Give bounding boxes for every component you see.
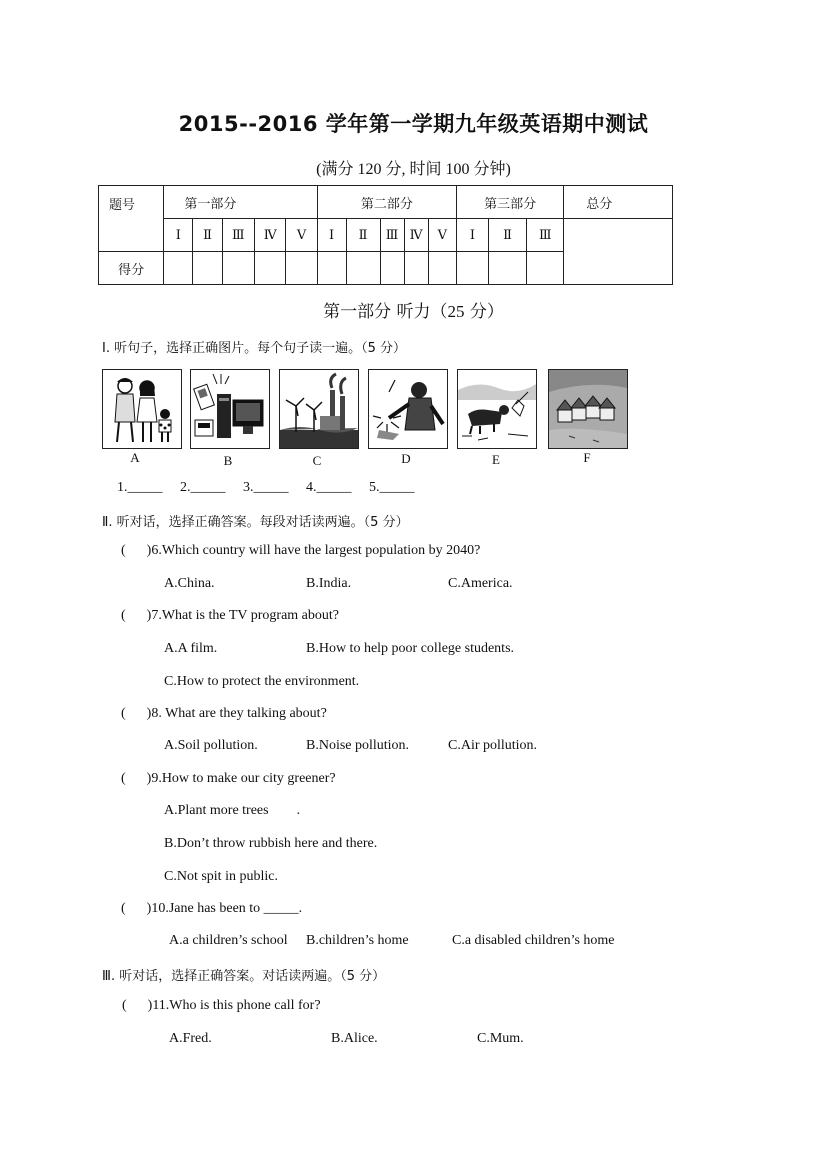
picture-c-wind-turbines — [279, 369, 359, 449]
score-cell[interactable] — [254, 252, 285, 285]
picture-label: A — [130, 450, 140, 465]
option-10a: A.a children’s school — [169, 933, 288, 948]
question-11: ( )11.Who is this phone call for? — [122, 998, 321, 1013]
score-cell[interactable] — [428, 252, 456, 285]
part2-header: 第二部分 — [317, 186, 456, 219]
score-cell[interactable] — [164, 252, 193, 285]
part-iii-heading: Ⅲ. 听对话，选择正确答案。对话读两遍。（5 分） — [102, 969, 386, 984]
part3-header: 第三部分 — [457, 186, 564, 219]
part1-col: Ⅱ — [193, 219, 222, 252]
option-6a: A.China. — [164, 576, 215, 591]
part1-header: 第一部分 — [164, 186, 317, 219]
option-10c: C.a disabled children’s home — [452, 933, 615, 948]
part1-col: Ⅴ — [286, 219, 317, 252]
question-8: ( )8. What are they talking about? — [121, 706, 327, 721]
exam-title: 2015--2016 学年第一学期九年级英语期中测试 — [178, 112, 649, 136]
score-cell[interactable] — [404, 252, 428, 285]
question-9: ( )9.How to make our city greener? — [121, 771, 336, 786]
part2-col: Ⅰ — [317, 219, 346, 252]
score-label: 得分 — [99, 252, 164, 285]
picture-label: D — [401, 451, 411, 466]
option-8c: C.Air pollution. — [448, 738, 538, 753]
question-number-label: 题号 — [99, 186, 164, 252]
exam-subtitle: (满分 120 分, 时间 100 分钟) — [316, 161, 511, 178]
part-ii-heading: Ⅱ. 听对话，选择正确答案。每段对话读两遍。（5 分） — [102, 515, 409, 530]
picture-f-houses — [548, 369, 628, 449]
part1-col: Ⅰ — [164, 219, 193, 252]
option-7c: C.How to protect the environment. — [164, 674, 360, 689]
picture-label: B — [223, 453, 233, 468]
part2-col: Ⅴ — [428, 219, 456, 252]
question-10: ( )10.Jane has been to _____. — [121, 901, 303, 916]
option-9c: C.Not spit in public. — [164, 869, 278, 884]
score-table — [98, 185, 673, 285]
part2-col: Ⅲ — [380, 219, 404, 252]
score-cell[interactable] — [286, 252, 317, 285]
picture-label: F — [583, 450, 591, 465]
picture-label: C — [312, 453, 322, 468]
option-8b: B.Noise pollution. — [306, 738, 410, 753]
question-6: ( )6.Which country will have the largest population by 2040? — [121, 543, 481, 558]
section1-title: 第一部分 听力（25 分） — [323, 302, 504, 322]
picture-label: E — [492, 452, 500, 467]
part2-col: Ⅳ — [404, 219, 428, 252]
option-6c: C.America. — [448, 576, 513, 591]
part1-col: Ⅲ — [222, 219, 254, 252]
option-11a: A.Fred. — [169, 1031, 212, 1046]
picture-a-family — [102, 369, 182, 449]
option-8a: A.Soil pollution. — [164, 738, 258, 753]
answer-blanks[interactable]: 1._____ 2._____ 3._____ 4._____ 5._____ — [117, 480, 415, 495]
picture-b-electronics — [190, 369, 270, 449]
score-cell[interactable] — [193, 252, 222, 285]
score-cell[interactable] — [488, 252, 526, 285]
score-cell[interactable] — [527, 252, 564, 285]
option-7b: B.How to help poor college students. — [306, 641, 515, 656]
option-9b: B.Don’t throw rubbish here and there. — [164, 836, 378, 851]
picture-e-park-scene — [457, 369, 537, 449]
score-cell[interactable] — [457, 252, 489, 285]
question-7: ( )7.What is the TV program about? — [121, 608, 339, 623]
score-cell[interactable] — [317, 252, 346, 285]
score-cell[interactable] — [380, 252, 404, 285]
picture-d-person-breaking — [368, 369, 448, 449]
part3-col: Ⅲ — [527, 219, 564, 252]
option-11b: B.Alice. — [331, 1031, 378, 1046]
part3-col: Ⅰ — [457, 219, 489, 252]
score-cell[interactable] — [222, 252, 254, 285]
option-7a: A.A film. — [164, 641, 218, 656]
total-header: 总分 — [564, 186, 673, 219]
score-cell[interactable] — [346, 252, 380, 285]
total-score-cell[interactable] — [564, 219, 673, 285]
part3-col: Ⅱ — [488, 219, 526, 252]
part1-col: Ⅳ — [254, 219, 285, 252]
option-6b: B.India. — [306, 576, 352, 591]
part-i-heading: Ⅰ. 听句子，选择正确图片。每个句子读一遍。（5 分） — [102, 341, 407, 356]
part2-col: Ⅱ — [346, 219, 380, 252]
option-9a: A.Plant more trees . — [164, 803, 301, 818]
option-11c: C.Mum. — [477, 1031, 524, 1046]
option-10b: B.children’s home — [306, 933, 409, 948]
